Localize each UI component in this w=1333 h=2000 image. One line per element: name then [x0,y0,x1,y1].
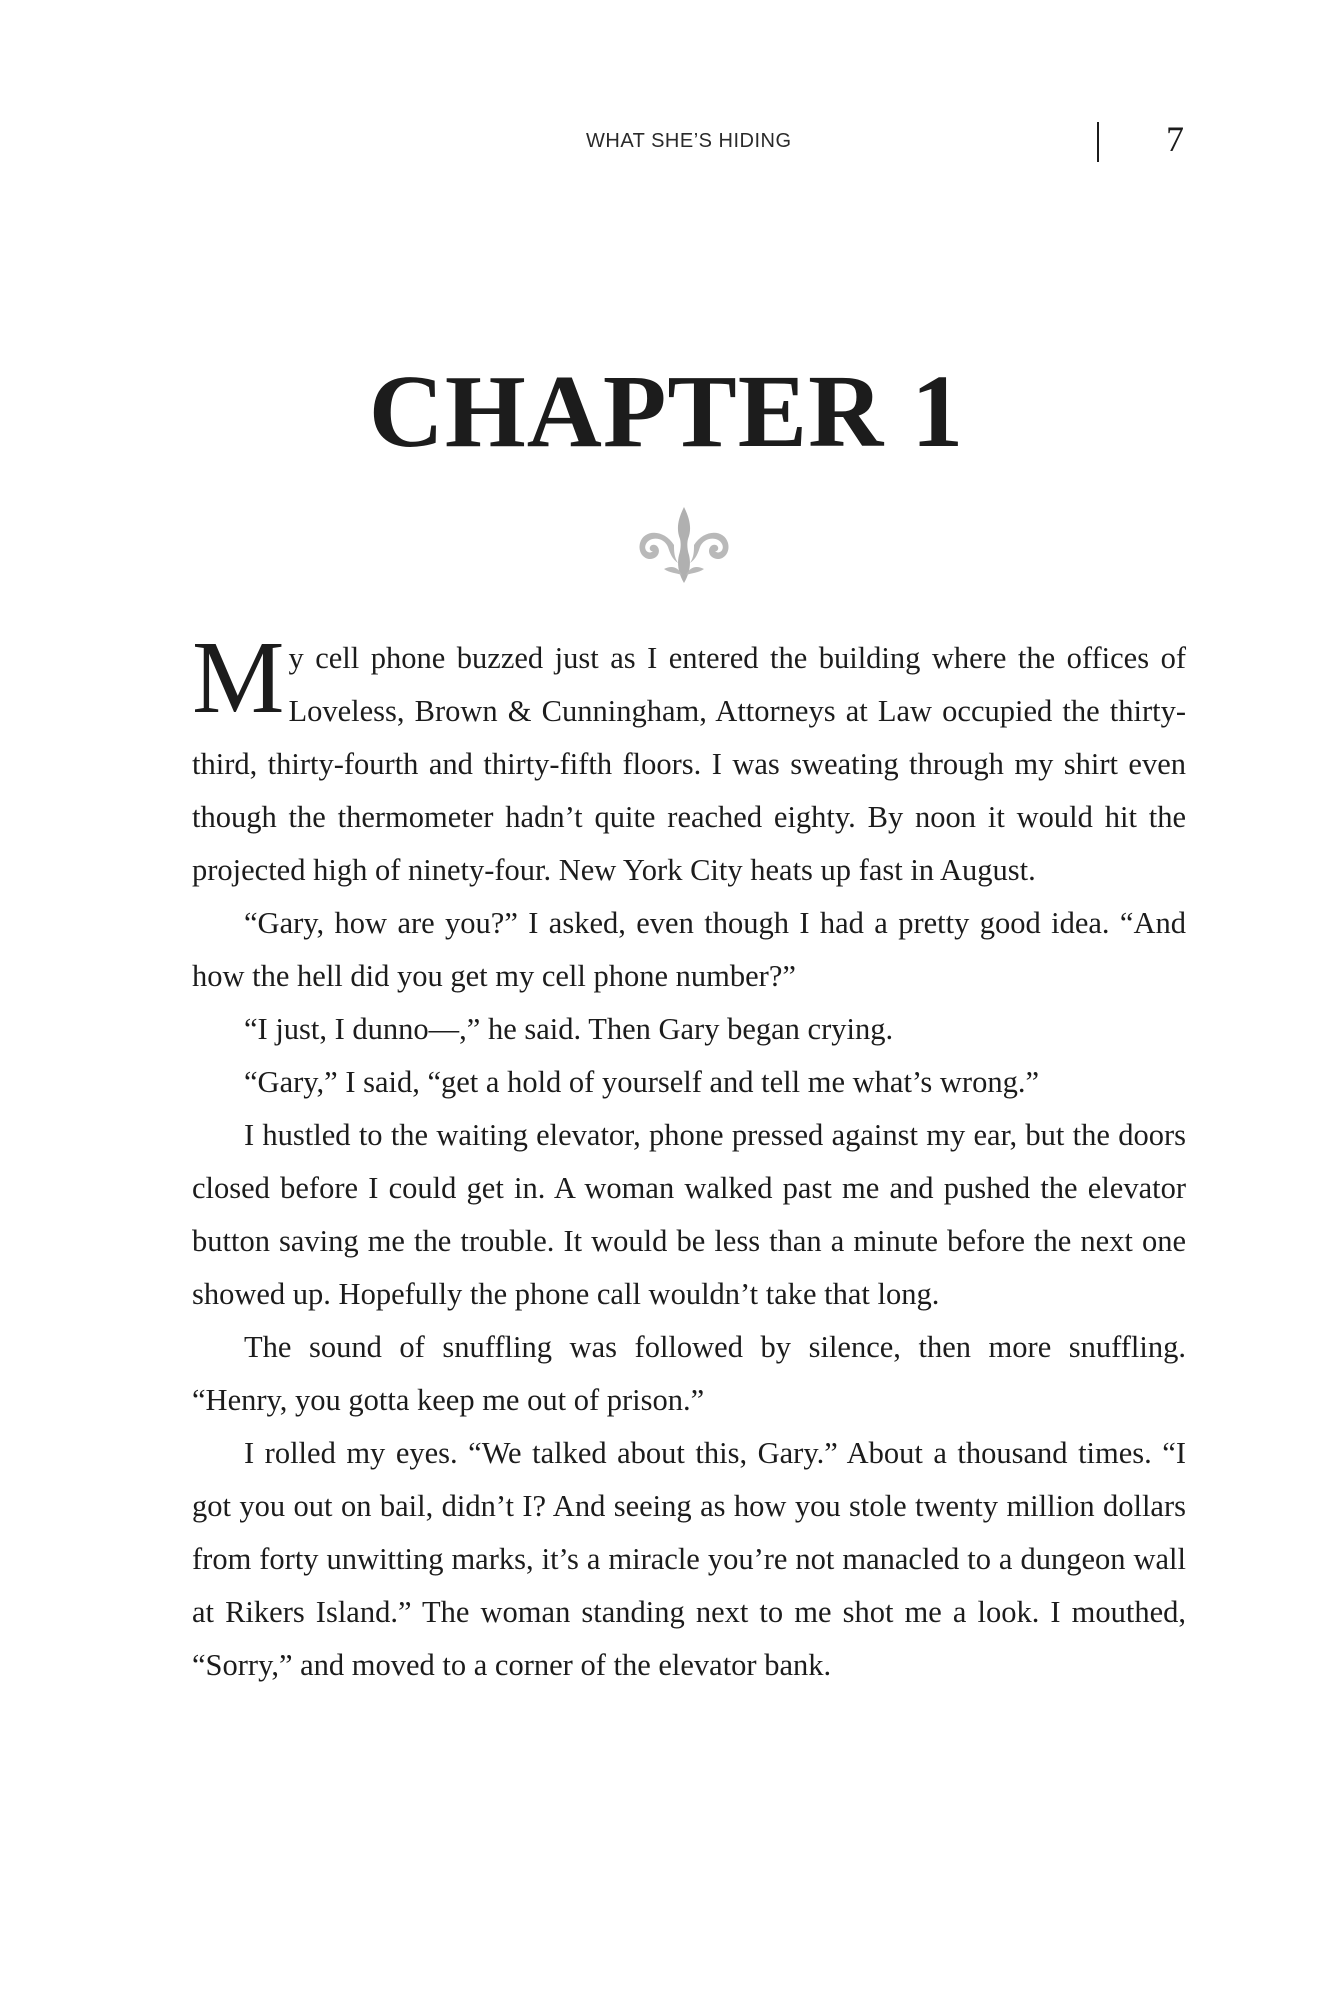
paragraph-4: “Gary,” I said, “get a hold of yourself and tell me what’s wrong.” [244,1065,1039,1099]
fleur-de-lis-ornament-icon [634,505,734,585]
paragraph-6: The sound of snuffling was followed by silence, then more snuffling. “Henry, you gotta keep me out of prison.” [192,1330,1186,1417]
running-header [0,119,1333,162]
paragraph-2: “Gary, how are you?” I asked, even though I had a pretty good idea. “And how the hell did you get my cell phone number?” [192,906,1186,993]
page-number: 7 [1166,119,1184,159]
header-divider [1097,122,1099,162]
paragraph-3: “I just, I dunno—,” he said. Then Gary began crying. [244,1012,894,1046]
paragraph-5: I hustled to the waiting elevator, phone pressed against my ear, but the doors closed before I could get in. A woman walked past me and pushed the elevator button saving me the trouble. It would be less than a minute before the next one showed up. Hopefully the phone call wouldn’t take that long. [192,1118,1186,1311]
paragraph-1-text: y cell phone buzzed just as I entered the building where the offices of Loveless, Brown & Cunningham, Attorneys at Law occupied the thirty-third, thirty-fourth and thirty-fifth floors. I was sweating through my shirt even though the thermometer hadn’t quite reached eighty. By noon it would hit the projected high of ninety-four. New York City heats up fast in August. [192,641,1186,887]
drop-cap: M [192,620,285,735]
running-head-title: WHAT SHE’S HIDING [586,130,792,152]
paragraph-7: I rolled my eyes. “We talked about this, Gary.” About a thousand times. “I got you out on bail, didn’t I? And seeing as how you stole twenty million dollars from forty unwitting marks, it’s a miracle you’re not manacled to a dungeon wall at Rikers Island.” The woman standing next to me shot me a look. I mouthed, “Sorry,” and moved to a corner of the elevator bank. [192,1436,1186,1682]
chapter-body [192,620,1186,1692]
paragraph-1 [192,620,1186,897]
chapter-title: CHAPTER 1 [368,354,965,469]
